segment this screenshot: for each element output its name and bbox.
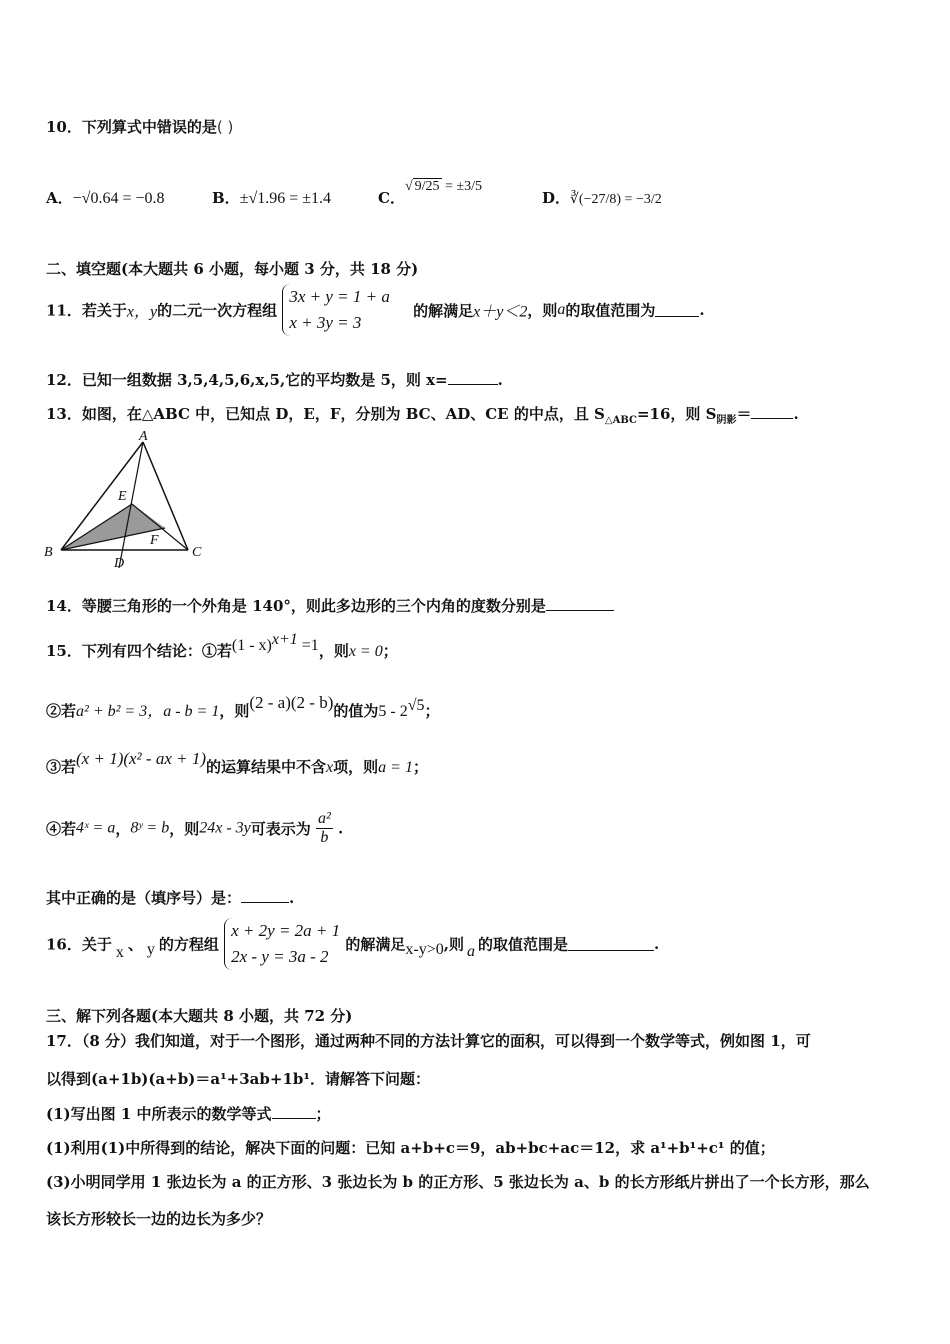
section-3-heading: 三、解下列各题(本大题共 8 小题，共 72 分) [46,1007,353,1025]
q17-answer-blank [272,1106,316,1119]
q11: 11．若关于x，y的二元一次方程组 3x + y = 1 + a x + 3y = 3 的解满足x＋y＜2，则a的取值范围为 . [46,284,705,336]
label-f: F [150,533,159,548]
q10-option-d: D．∛(−27/8) = −3/2 [542,189,662,207]
q16: 16．关于 x 、 y 的方程组 x + 2y = 2a + 1 2x - y = 3a - 2 的解满足x-y>0,则 a 的取值范围是 . [46,918,659,970]
q15-answer: 其中正确的是（填序号）是： . [46,889,295,907]
answer-paren: ( ) [216,118,234,136]
q15-conclusion-2: ②若a² + b² = 3，a - b = 1，则(2 - a)(2 - b)的值为$5 - 2^{√5}$； [46,693,440,720]
q15-conclusion-1: 15．下列有四个结论：①若(1 - x)$^{x+1}$ =1，则x = 0； [46,631,398,660]
q10-option-b: B．±√1.96 = ±1.4 [212,189,332,207]
q15-answer-blank [241,890,289,903]
q17-part-1: (1)写出图 1 中所表示的数学等式 ； [46,1105,331,1123]
q17-part-3-line-2: 该长方形较长一边的边长为多少？ [46,1210,272,1228]
q14: 14．等腰三角形的一个外角是 140°，则此多边形的三个内角的度数分别是 [46,595,614,616]
q17-part-2: (1)利用(1)中所得到的结论，解决下面的问题：已知 a+b+c＝9，ab+bc+ac＝12，求 a¹+b¹+c¹ 的值； [46,1139,775,1157]
label-e: E [118,489,127,504]
q15-fraction: $\frac{\text{a²}}{b}$ [318,810,331,846]
q10-option-a: A．−√0.64 = −0.8 [46,189,165,207]
q16-answer-blank [568,938,654,951]
label-d: D [114,556,125,571]
label-a: A [139,429,148,444]
q14-answer-blank [546,598,614,611]
q16-equation-system: x + 2y = 2a + 1 2x - y = 3a - 2 [224,918,340,970]
q17-part-3-line-1: (3)小明同学用 1 张边长为 a 的正方形、3 张边长为 b 的正方形、5 张边长为 a、b 的长方形纸片拼出了一个长方形，那么 [46,1173,870,1191]
q13-triangle-figure [40,428,215,573]
q15-conclusion-3: ③若(x + 1)(x² - ax + 1)的运算结果中不含x项，则a = 1； [46,749,428,776]
q13: 13．如图，在△ABC 中，已知点 D，E，F，分别为 BC、AD、CE 的中点，且 $S_{\triangle ABC}=16$，则 $S_{阴影}=$ . [46,405,799,426]
q11-answer-blank [655,304,699,317]
q12: 12．已知一组数据 3,5,4,5,6,x,5,它的平均数是 5，则 x= . [46,371,503,389]
q15-conclusion-4: ④若4ˣ = a，8ʸ = b，则24x - 3y可表示为 $\frac{\text{a²}}{b}$ . [46,810,344,846]
q11-equation-system: 3x + y = 1 + a x + 3y = 3 [282,284,390,336]
label-c: C [192,545,202,560]
q10-option-c: C．√ 9/25 = ±3/5 [378,179,482,207]
q10-stem: 10．下列算式中错误的是( ) [46,118,234,136]
section-2-heading: 二、填空题(本大题共 6 小题，每小题 3 分，共 18 分) [46,260,419,278]
q13-answer-blank [751,406,793,419]
label-b: B [44,545,53,560]
q17-line-2: 以得到(a+1b)(a+b)＝a¹+3ab+1b¹．请解答下问题： [46,1070,430,1088]
q17-line-1: 17．（8 分）我们知道，对于一个图形，通过两种不同的方法计算它的面积，可以得到一个数学等式，例如图 1，可 [46,1032,811,1050]
q12-answer-blank [448,372,498,385]
